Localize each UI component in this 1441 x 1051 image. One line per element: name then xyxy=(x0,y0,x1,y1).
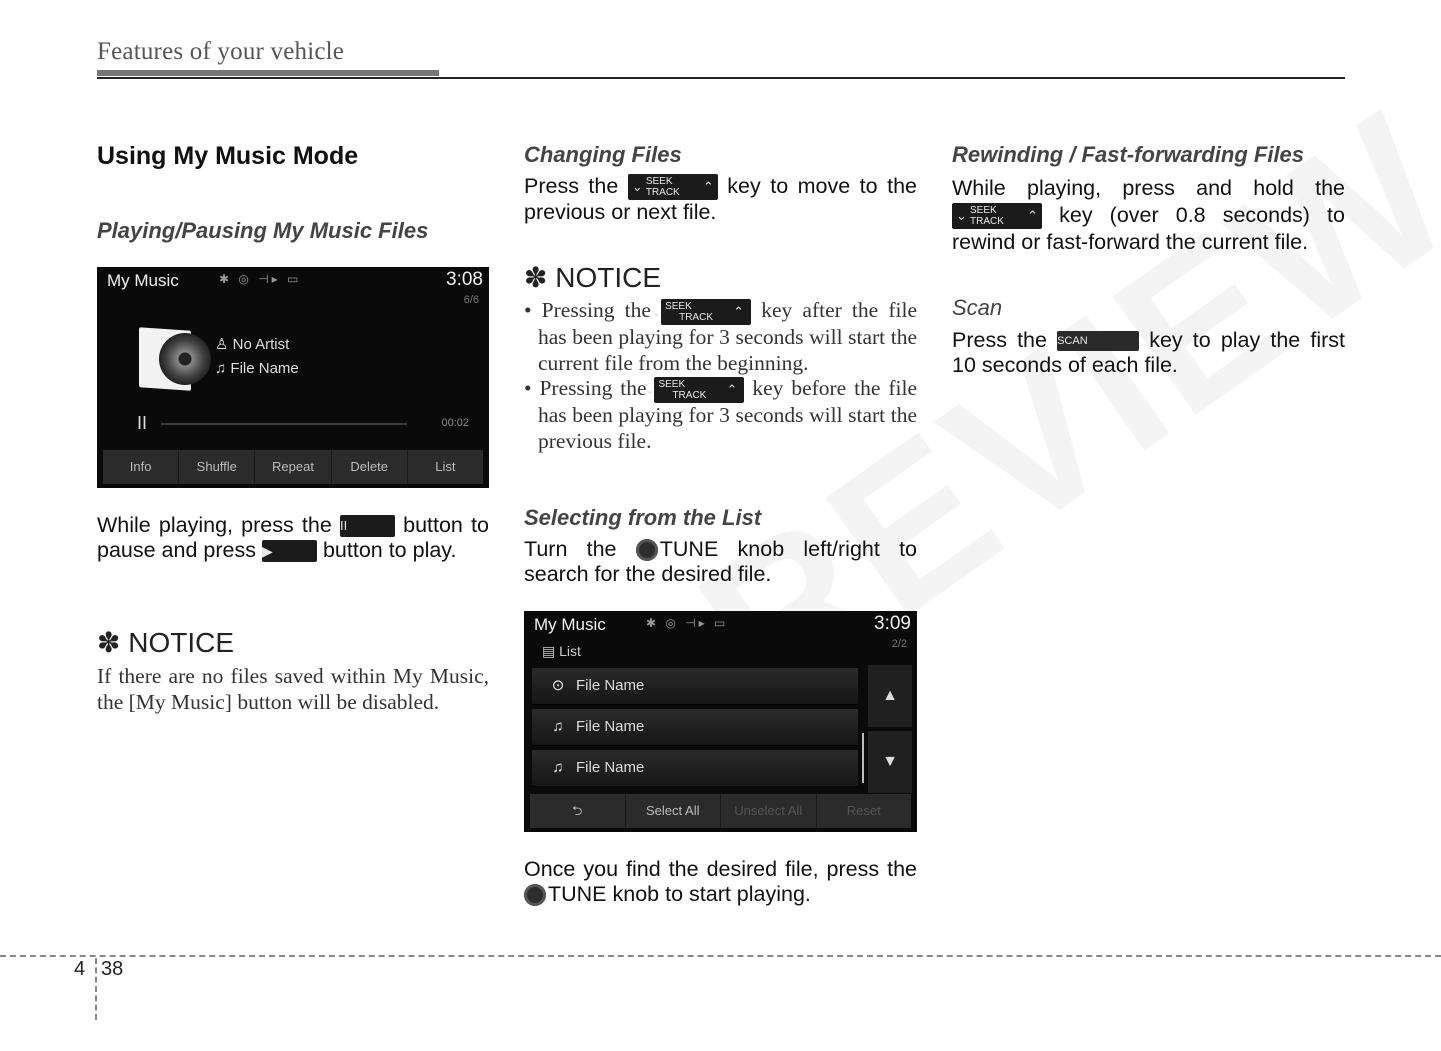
play-circle-icon: ⊙ xyxy=(551,677,565,694)
text-fragment: knob left/right to search for the desired file. xyxy=(524,537,918,586)
disc-icon xyxy=(159,333,211,385)
seek-line1: SEEK xyxy=(665,301,692,313)
notice-bullet-1 xyxy=(524,298,917,376)
text-fragment: key (over 0.8 seconds) to rewind or fast-forward the current file. xyxy=(952,203,1345,255)
pause-key-icon: II xyxy=(340,515,395,537)
closing-paragraph xyxy=(524,857,917,907)
play-key-icon: ▶ xyxy=(262,540,317,562)
list-icon: ▤ xyxy=(542,643,560,659)
seek-track-key-icon: ⌄ SEEK TRACK ⌃ xyxy=(661,299,751,325)
file-row xyxy=(215,360,299,377)
artist-name: No Artist xyxy=(232,336,290,353)
header-rule-thin xyxy=(97,77,1345,79)
list-row[interactable] xyxy=(532,668,858,705)
row-label: File Name xyxy=(576,718,645,735)
seek-track-key-icon: ⌄ SEEK TRACK ⌃ xyxy=(654,377,744,403)
tune-label: TUNE xyxy=(659,537,719,561)
back-button[interactable]: ⮌ xyxy=(530,794,626,828)
elapsed-time: 00:02 xyxy=(441,417,469,429)
tune-knob-icon xyxy=(524,884,546,906)
artist-row xyxy=(215,335,289,353)
seek-label xyxy=(665,301,733,324)
my-music-list-screen xyxy=(524,611,917,832)
footer-separator xyxy=(95,958,97,1020)
select-all-button[interactable]: Select All xyxy=(626,794,722,828)
screen-button-bar xyxy=(530,794,911,828)
seek-right-glyph: ⌃ xyxy=(702,179,714,195)
text-fragment: knob to start playing. xyxy=(612,882,811,906)
seek-right-glyph: ⌃ xyxy=(1027,208,1038,224)
track-count: 6/6 xyxy=(463,294,479,306)
text-fragment: Once you find the desired file, press the xyxy=(524,857,917,881)
subtitle-scan: Scan xyxy=(952,295,1003,320)
music-note-icon: ♫ xyxy=(552,759,564,776)
seek-line2: TRACK xyxy=(970,216,1004,228)
status-icons: ✱ ◎ ⊣▸ ▭ xyxy=(219,272,302,286)
info-button[interactable]: Info xyxy=(103,450,179,484)
repeat-button[interactable]: Repeat xyxy=(255,450,331,484)
header-rule-thick xyxy=(97,70,439,76)
seek-label xyxy=(970,205,1024,227)
text-fragment: key after the file has been playing for 3 seconds will start the current file from the beginning. xyxy=(538,298,917,375)
seek-line1: SEEK xyxy=(658,379,686,391)
seek-left-glyph: ⌄ xyxy=(956,208,967,224)
scan-paragraph xyxy=(952,328,1345,378)
text-fragment: button to pause and press xyxy=(97,513,489,562)
list-row[interactable] xyxy=(532,750,858,787)
my-music-player-screen xyxy=(97,267,489,488)
text-fragment: button to play. xyxy=(322,538,457,562)
scroll-down-button[interactable]: ▼ xyxy=(868,731,912,793)
row-label: File Name xyxy=(576,759,645,776)
list-row[interactable] xyxy=(532,709,858,746)
page-count: 2/2 xyxy=(891,638,907,650)
seek-left-glyph: ⌄ xyxy=(631,179,643,195)
progress-bar[interactable] xyxy=(161,423,407,425)
status-icons: ✱ ◎ ⊣▸ ▭ xyxy=(646,616,729,630)
text-fragment: key before the file has been playing for 3 seconds will start the previous file. xyxy=(538,376,917,453)
seek-line2: TRACK xyxy=(672,390,707,402)
delete-button[interactable]: Delete xyxy=(332,450,408,484)
subtitle-playing-pausing: Playing/Pausing My Music Files xyxy=(97,218,429,243)
seek-line2: TRACK xyxy=(645,187,680,199)
scan-key-icon: SCAN xyxy=(1057,331,1139,351)
seek-track-key-icon xyxy=(952,203,1042,229)
reset-button[interactable]: Reset xyxy=(846,803,881,818)
clock: 3:09 xyxy=(874,613,911,634)
seek-label xyxy=(658,379,726,402)
tune-label: TUNE xyxy=(548,882,607,906)
pause-icon[interactable]: II xyxy=(137,413,148,433)
page-number: 38 xyxy=(101,958,124,980)
chapter-number: 4 xyxy=(74,958,86,980)
text-fragment: Turn the xyxy=(524,537,617,561)
text-fragment: While playing, press the xyxy=(97,513,332,537)
text-fragment: key to play the first 10 seconds of each file. xyxy=(952,328,1346,377)
text-fragment: • Pressing the xyxy=(524,298,651,322)
subtitle-rewinding: Rewinding / Fast-forwarding Files xyxy=(952,142,1305,167)
seek-track-key-icon xyxy=(628,174,718,200)
section-title: Using My Music Mode xyxy=(97,142,359,170)
clock: 3:08 xyxy=(446,269,483,290)
text-fragment: Press the xyxy=(952,328,1047,352)
music-note-icon: ♫ xyxy=(215,360,231,377)
notice-title: ✽ NOTICE xyxy=(97,627,235,658)
list-label: List xyxy=(559,643,581,659)
notice-bullets xyxy=(524,298,917,454)
shuffle-button[interactable]: Shuffle xyxy=(179,450,255,484)
seek-line2: TRACK xyxy=(679,312,713,324)
text-fragment: Press the xyxy=(524,174,619,198)
file-name: File Name xyxy=(230,360,299,377)
scroll-up-button[interactable]: ▲ xyxy=(868,665,912,727)
notice-title: ✽ NOTICE xyxy=(524,262,662,293)
artist-icon: ♙ xyxy=(215,336,233,353)
unselect-all-button[interactable]: Unselect All xyxy=(721,794,817,828)
rewind-paragraph xyxy=(952,175,1345,256)
scrollbar[interactable] xyxy=(862,733,864,783)
notice-text: If there are no files saved within My Music, the [My Music] button will be disabled. xyxy=(97,664,489,714)
screen-title: My Music xyxy=(534,615,606,634)
footer-rule xyxy=(0,955,1441,957)
list-button[interactable]: List xyxy=(435,459,456,474)
subtitle-selecting-list: Selecting from the List xyxy=(524,505,762,530)
play-pause-paragraph xyxy=(97,513,489,563)
row-label: File Name xyxy=(576,677,645,694)
seek-label xyxy=(646,176,700,198)
list-header xyxy=(542,643,581,660)
seek-line1: SEEK xyxy=(970,205,997,217)
seek-line1: SEEK xyxy=(645,176,673,188)
text-fragment: key to move to the previous or next file. xyxy=(524,174,917,225)
changing-files-paragraph xyxy=(524,174,917,225)
tune-knob-icon xyxy=(636,539,658,561)
selecting-paragraph xyxy=(524,537,917,587)
notice-bullet-2 xyxy=(524,376,917,454)
text-fragment: • Pressing the xyxy=(524,376,647,401)
subtitle-changing-files: Changing Files xyxy=(524,142,682,167)
screen-button-bar xyxy=(103,450,483,484)
running-head: Features of your vehicle xyxy=(97,38,345,65)
text-fragment: While playing, press and hold the xyxy=(952,176,1345,200)
music-note-icon: ♫ xyxy=(552,718,564,735)
screen-title: My Music xyxy=(107,271,179,290)
